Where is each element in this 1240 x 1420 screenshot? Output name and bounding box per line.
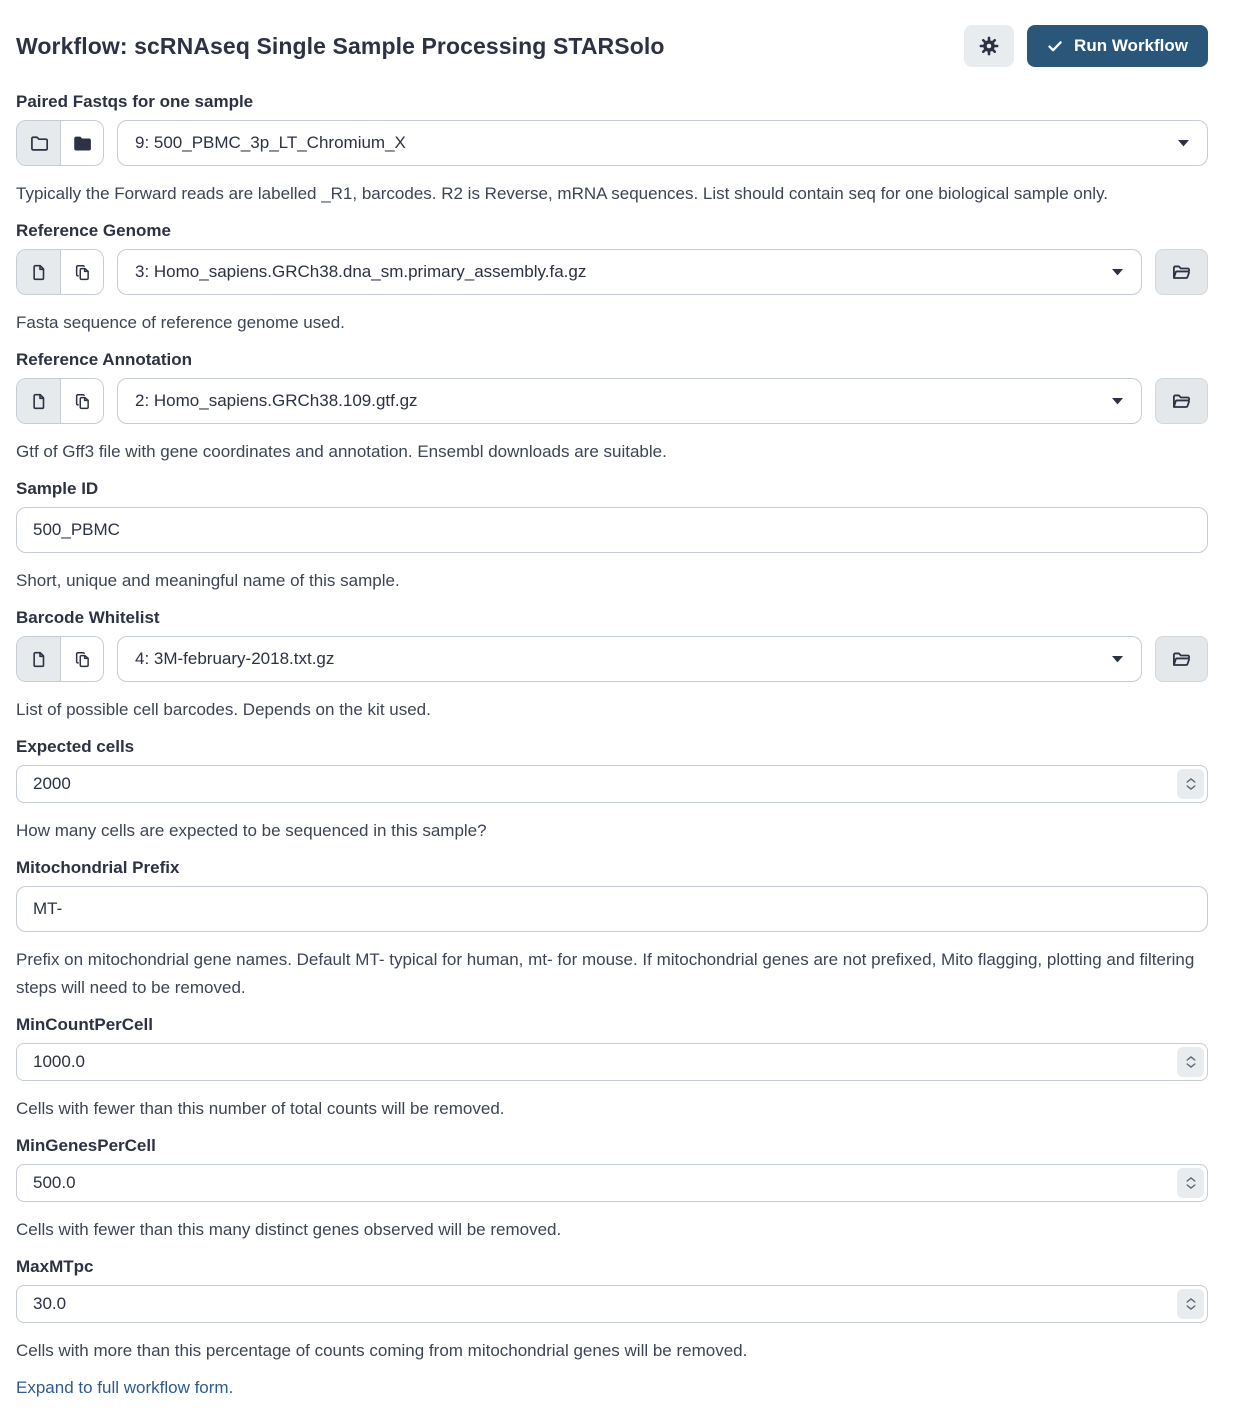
caret-down-icon: [1112, 398, 1123, 405]
field-label: Paired Fastqs for one sample: [16, 92, 254, 111]
selected-value: 4: 3M-february-2018.txt.gz: [135, 649, 335, 668]
min-genes-per-cell-input[interactable]: [16, 1164, 1208, 1202]
check-icon: [1047, 38, 1063, 54]
folder-open-icon: [1172, 392, 1191, 411]
max-mt-pc-input[interactable]: [16, 1285, 1208, 1323]
sample-id-input[interactable]: [16, 507, 1208, 553]
chevron-down-icon: [1186, 1184, 1196, 1189]
field-help: Fasta sequence of reference genome used.: [16, 313, 345, 332]
field-sample-id: [16, 478, 1208, 595]
select-dataset-button[interactable]: [17, 250, 60, 294]
field-reference-genome: [16, 220, 1208, 337]
select-multiple-collections-button[interactable]: [60, 121, 103, 165]
select-dataset-button[interactable]: [17, 379, 60, 423]
field-label: MaxMTpc: [16, 1257, 94, 1276]
field-paired-fastqs: [16, 91, 1208, 208]
select-multiple-datasets-button[interactable]: [60, 250, 103, 294]
caret-down-icon: [1112, 656, 1123, 663]
field-label: Sample ID: [16, 479, 99, 498]
field-help: Gtf of Gff3 file with gene coordinates and annotation. Ensembl downloads are suitable.: [16, 442, 667, 461]
chevron-up-icon: [1186, 1298, 1196, 1303]
barcode-whitelist-select[interactable]: [117, 636, 1142, 682]
input-source-toggle: [16, 636, 104, 682]
max-mt-pc-stepper[interactable]: [1177, 1289, 1204, 1319]
select-multiple-datasets-button[interactable]: [60, 379, 103, 423]
field-min-genes-per-cell: [16, 1135, 1208, 1244]
reference-annotation-select[interactable]: [117, 378, 1142, 424]
chevron-down-icon: [1186, 1305, 1196, 1310]
field-label: Barcode Whitelist: [16, 608, 160, 627]
chevron-down-icon: [1186, 1063, 1196, 1068]
field-label: MinCountPerCell: [16, 1015, 153, 1034]
folder-icon: [30, 134, 48, 152]
min-genes-per-cell-stepper[interactable]: [1177, 1168, 1204, 1198]
selected-value: 3: Homo_sapiens.GRCh38.dna_sm.primary_assembly.fa.gz: [135, 262, 587, 281]
copy-icon: [74, 651, 91, 668]
selected-value: 2: Homo_sapiens.GRCh38.109.gtf.gz: [135, 391, 418, 410]
select-multiple-datasets-button[interactable]: [60, 637, 103, 681]
field-label: MinGenesPerCell: [16, 1136, 156, 1155]
chevron-up-icon: [1186, 1177, 1196, 1182]
field-label: Mitochondrial Prefix: [16, 858, 180, 877]
field-label: Expected cells: [16, 737, 135, 756]
field-max-mt-pc: [16, 1256, 1208, 1365]
browse-datasets-button[interactable]: [1155, 636, 1208, 682]
copy-icon: [74, 264, 91, 281]
run-workflow-label: Run Workflow: [1074, 36, 1188, 55]
file-icon: [30, 264, 47, 281]
field-label: Reference Annotation: [16, 350, 193, 369]
copy-icon: [74, 393, 91, 410]
chevron-up-icon: [1186, 1056, 1196, 1061]
browse-datasets-button[interactable]: [1155, 249, 1208, 295]
workflow-settings-button[interactable]: [964, 25, 1014, 67]
folder-solid-icon: [73, 134, 91, 152]
expected-cells-input[interactable]: [16, 765, 1208, 803]
folder-open-icon: [1172, 650, 1191, 669]
field-mitochondrial-prefix: [16, 857, 1208, 1002]
field-label: Reference Genome: [16, 221, 171, 240]
field-help: Cells with fewer than this number of total counts will be removed.: [16, 1099, 505, 1118]
field-help: How many cells are expected to be sequenced in this sample?: [16, 821, 487, 840]
expand-workflow-form-link[interactable]: Expand to full workflow form.: [16, 1378, 234, 1397]
field-reference-annotation: [16, 349, 1208, 466]
run-workflow-button[interactable]: [1027, 25, 1208, 67]
input-source-toggle: [16, 249, 104, 295]
field-help: Typically the Forward reads are labelled _R1, barcodes. R2 is Reverse, mRNA sequences. List should contain seq for one biological sample only.: [16, 184, 1109, 203]
file-icon: [30, 393, 47, 410]
workflow-header: [16, 25, 1208, 67]
input-source-toggle: [16, 378, 104, 424]
file-icon: [30, 651, 47, 668]
expected-cells-stepper[interactable]: [1177, 769, 1204, 799]
selected-value: 9: 500_PBMC_3p_LT_Chromium_X: [135, 133, 406, 152]
field-help: Cells with more than this percentage of counts coming from mitochondrial genes will be removed.: [16, 1341, 748, 1360]
caret-down-icon: [1112, 269, 1123, 276]
browse-datasets-button[interactable]: [1155, 378, 1208, 424]
field-min-count-per-cell: [16, 1014, 1208, 1123]
select-dataset-button[interactable]: [17, 637, 60, 681]
page-title: Workflow: scRNAseq Single Sample Processing STARSolo: [16, 33, 665, 59]
field-help: List of possible cell barcodes. Depends on the kit used.: [16, 700, 431, 719]
paired-fastqs-select[interactable]: [117, 120, 1208, 166]
field-help: Prefix on mitochondrial gene names. Default MT- typical for human, mt- for mouse. If mitochondrial genes are not prefixed, Mito flagging, plotting and filtering steps will need to be removed.: [16, 950, 1195, 997]
mitochondrial-prefix-input[interactable]: [16, 886, 1208, 932]
select-collection-button[interactable]: [17, 121, 60, 165]
gear-icon: [979, 36, 999, 56]
min-count-per-cell-stepper[interactable]: [1177, 1047, 1204, 1077]
chevron-down-icon: [1186, 785, 1196, 790]
field-help: Short, unique and meaningful name of this sample.: [16, 571, 400, 590]
folder-open-icon: [1172, 263, 1191, 282]
field-barcode-whitelist: [16, 607, 1208, 724]
header-actions: [964, 25, 1208, 67]
reference-genome-select[interactable]: [117, 249, 1142, 295]
field-expected-cells: [16, 736, 1208, 845]
caret-down-icon: [1178, 140, 1189, 147]
field-help: Cells with fewer than this many distinct genes observed will be removed.: [16, 1220, 562, 1239]
min-count-per-cell-input[interactable]: [16, 1043, 1208, 1081]
input-source-toggle: [16, 120, 104, 166]
chevron-up-icon: [1186, 778, 1196, 783]
